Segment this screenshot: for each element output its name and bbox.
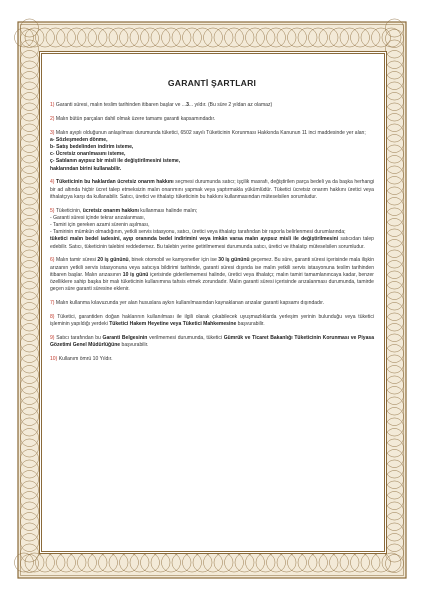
term-6: 6) Malın tamir süresi 20 iş gününü, binek otomobil ve kamyonetler için ise 30 iş gününü geçemez. Bu süre, garanti süresi içerisinde mala ilişkin arızanın yetkili servis istasyonuna veya satıcıya bildirimi tarihinde, garanti süresi dışında ise malın yetkili servis istasyonuna teslim tarihinden itibaren başlar. Malın arızasının 10 iş günü içerisinde giderilememesi halinde, üretici veya ithalatçı; malın tamiri tamamlanıncaya kadar, benzer özelliklere sahip başka bir malı tüketicinin kullanımına tahsis etmek zorundadır. Malın garanti süresi içerisinde arızalanması durumunda, tamirde geçen süre garanti süresine eklenir. [50, 257, 375, 293]
right-b: b- Satış bedelinden indirim isteme, [50, 144, 134, 150]
term-5: 5) Tüketicinin, ücretsiz onarım hakkını kullanması halinde malın; - Garanti süresi içinde tekrar arızalanması, - Tamiri için gereken azami sürenin aşılması, - Tamirinin mümkün olmadığının, yetkili servis istasyonu, satıcı, üretici veya ithalatçı tarafından bir raporla belirlenmesi durumlarında; tüketici malın bedel iadesini, ayıp oranında bedel indirimini veya imkân varsa malın ayıpsız misli ile değiştirilmesini satıcıdan talep edebilir. Satıcı, tüketicinin talebini reddedemez. Bu talebin yerine getirilmemesi durumunda satıcı, üretici ve ithalatçı müteselsilen sorumludur. [50, 207, 374, 250]
page-title: GARANTİ ŞARTLARI [167, 78, 257, 88]
right-a: a- Sözleşmeden dönme, [50, 136, 108, 143]
term-9: 9) Satıcı tarafından bu Garanti Belgesinin verilmemesi durumunda, tüketici Gümrük ve Ticaret Bakanlığı Tüketicinin Korunması ve Piyasa Gözetimi Genel Müdürlüğüne başvurabilir. [50, 334, 375, 349]
right-d: ç- Satılanın ayıpsız bir misli ile değiştirilmesini isteme, [50, 158, 181, 165]
term-10: 10) Kullanım ömrü 10 Yıldır. [50, 355, 113, 362]
term-7: 7) Malın kullanma kılavuzunda yer alan hususlara aykırı kullanılmasından kaynaklanan arızalar garanti kapsamı dışındadır. [50, 300, 325, 307]
warranty-terms [50, 78, 374, 370]
condition-3: - Tamirinin mümkün olmadığının, yetkili servis istasyonu, satıcı, üretici veya ithalatçı tarafından bir raporla belirlenmesi durumlarında; [50, 229, 346, 236]
term-1: 1) Garanti süresi, malın teslim tarihinden itibaren başlar ve ...3... yıldır. (Bu süre 2 yıldan az olamaz) [50, 102, 273, 108]
warranty-years: 3 [186, 102, 189, 108]
right-summary: haklarından birini kullanabilir. [50, 165, 122, 172]
condition-2: - Tamiri için gereken azami sürenin aşılması, [50, 222, 150, 229]
right-c: c- Ücretsiz onarılmasını isteme, [50, 151, 126, 158]
term-3: 3) Malın ayıplı olduğunun anlaşılması durumunda tüketici, 6502 sayılı Tüketicinin Korunması Hakkında Kanunun 11 inci maddesinde yer alan; a- Sözleşmeden dönme, b- Satış bedelinden indirim isteme, c- Ücretsiz onarılmasını isteme, ç- Satılanın ayıpsız bir misli ile değiştirilmesini isteme, haklarından birini kullanabilir. [50, 130, 374, 173]
term-8: 8) Tüketici, garantiden doğan haklarının kullanılması ile ilgili olarak çıkabilecek uyuşmazlıklarda yerleşim yerinin bulunduğu veya tüketici işleminin yapıldığı yerdeki Tüketici Hakem Heyetine veya Tüketici Mahkemesine başvurabilir. [50, 313, 374, 328]
term-2: 2) Malın bütün parçaları dahil olmak üzere tamamı garanti kapsamındadır. [50, 115, 216, 122]
term-4: 4) Tüketicinin bu haklardan ücretsiz onarım hakkını seçmesi durumunda satıcı; işçilik masrafı, değiştirilen parça bedeli ya da başka herhangi bir ad altında hiçbir ücret talep etmeksizin malın onarımını yapmak veya yaptırmakla yükümlüdür. Tüketici ücretsiz onarım hakkını üretici veya ithalatçıya karşı da kullanabilir. Satıcı, üretici ve ithalatçı tüketicinin bu hakkını kullanmasından müteselsilen sorumludur. [50, 179, 374, 200]
condition-1: - Garanti süresi içinde tekrar arızalanması, [50, 214, 146, 221]
